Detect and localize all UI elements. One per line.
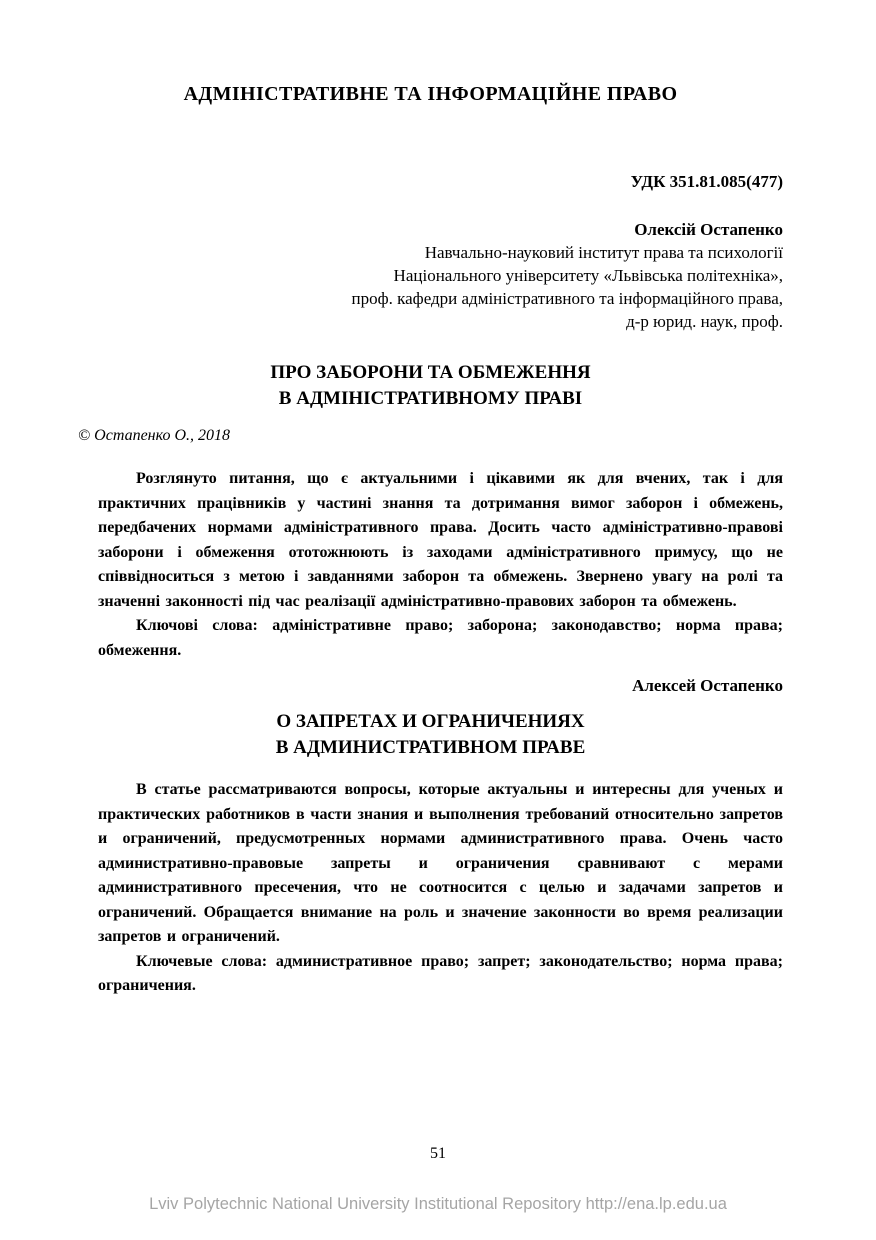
abstract-ru-text: В статье рассматриваются вопросы, которые актуальны и интересны для ученых и практических работников в части знания и выполнения требований относительно запретов и ограничений, предусмотренных нормами административного права. Очень часто административно-правовые запреты и ограничения сравнивают с мерами административного пресечения, что не соотносится с целью и задачами запретов и ограничений. Обращается внимание на роль и значение законности во время реализации запретов и ограничений. [98,781,783,945]
article-title-ru-line1: О ЗАПРЕТАХ И ОГРАНИЧЕНИЯХ [276,711,585,732]
author-name-ru: Алексей Остапенко [632,676,783,695]
abstract-ru [98,778,783,999]
affiliation-line: проф. кафедри адміністративного та інформаційного права, [351,289,783,308]
page-number: 51 [430,1145,446,1162]
copyright-note: © Остапенко О., 2018 [78,427,231,444]
article-title-ru-line2: В АДМИНИСТРАТИВНОМ ПРАВЕ [275,737,586,758]
affiliation-line: д-р юрид. наук, проф. [626,312,783,331]
article-title-uk-line2: В АДМІНІСТРАТИВНОМУ ПРАВІ [278,388,583,409]
abstract-uk [98,467,783,663]
author-block-uk [78,218,783,333]
article-title-ru [78,709,783,761]
affiliation-line: Національного університету «Львівська політехніка», [393,266,783,285]
repository-footer: Lviv Polytechnic National University Institutional Repository http://ena.lp.edu.ua [149,1195,727,1213]
article-title-uk [78,360,783,412]
abstract-uk-text: Розглянуто питання, що є актуальними і цікавими як для вчених, так і для практичних працівників у частині знання та дотримання вимог заборон і обмежень, передбачених нормами адміністративного права. Досить часто адміністративно-правові заборони і обмеження ототожнюють із заходами адміністративного примусу, що не співвідноситься з метою і завданнями заборон та обмежень. Звернено увагу на ролі та значенні законності під час реалізації адміністративно-правових заборон та обмежень. [98,470,783,610]
article-title-uk-line1: ПРО ЗАБОРОНИ ТА ОБМЕЖЕННЯ [270,362,591,383]
journal-section-header: АДМІНІСТРАТИВНЕ ТА ІНФОРМАЦІЙНЕ ПРАВО [183,83,678,105]
affiliation-line: Навчально-науковий інститут права та психології [424,243,783,262]
author-name-uk: Олексій Остапенко [634,220,783,239]
udc-code: УДК 351.81.085(477) [630,172,783,191]
keywords-ru: Ключевые слова: административное право; запрет; законодательство; норма права; ограничения. [98,952,783,994]
keywords-uk: Ключові слова: адміністративне право; заборона; законодавство; норма права; обмеження. [98,617,783,659]
